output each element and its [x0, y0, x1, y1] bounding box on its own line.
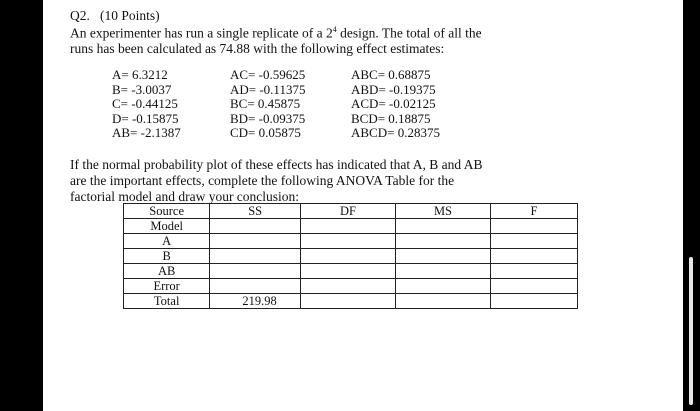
instruction-line: factorial model and draw your conclusion:	[70, 189, 300, 204]
ms-cell	[395, 279, 490, 294]
question-intro-line1	[70, 25, 482, 42]
effect-estimate: CD= 0.05875	[230, 125, 301, 141]
ss-cell	[210, 234, 301, 249]
f-cell	[490, 234, 577, 249]
source-cell: Total	[124, 294, 210, 309]
df-cell	[301, 294, 396, 309]
effects-column-1	[112, 68, 181, 141]
intro-text-part2: design. The total of all the	[336, 25, 482, 41]
table-row	[124, 264, 578, 279]
effect-estimate: ABCD= 0.28375	[351, 125, 440, 141]
ms-cell	[395, 234, 490, 249]
df-cell	[301, 234, 396, 249]
f-cell	[490, 294, 577, 309]
header-source: Source	[124, 204, 210, 219]
source-cell: Model	[124, 219, 210, 234]
intro-superscript: 4	[332, 25, 337, 34]
ms-cell	[395, 294, 490, 309]
effect-estimate: ACD= -0.02125	[351, 96, 436, 112]
header-ms: MS	[395, 204, 490, 219]
effect-estimate: BD= -0.09375	[230, 110, 306, 126]
effect-estimate: BC= 0.45875	[230, 96, 301, 112]
source-cell: B	[124, 249, 210, 264]
ss-cell	[210, 264, 301, 279]
anova-header-row	[124, 204, 578, 219]
effect-estimate: AB= -2.1387	[112, 125, 181, 141]
effect-estimate: A= 6.3212	[112, 67, 168, 82]
f-cell	[490, 264, 577, 279]
effect-estimate: ABC= 0.68875	[351, 67, 431, 82]
source-cell: Error	[124, 279, 210, 294]
scrollbar[interactable]	[689, 257, 693, 405]
question-header	[70, 8, 160, 24]
anova-table	[123, 203, 578, 309]
intro-text-part1: An experimenter has run a single replicate of a 2	[70, 25, 333, 41]
effect-estimate: C= -0.44125	[112, 96, 178, 112]
ms-cell	[395, 249, 490, 264]
df-cell	[301, 249, 396, 264]
source-cell: AB	[124, 264, 210, 279]
effect-estimate: B= -3.0037	[112, 81, 172, 97]
table-row	[124, 234, 578, 249]
instruction-line: are the important effects, complete the following ANOVA Table for the	[70, 173, 455, 188]
effect-estimate: BCD= 0.18875	[351, 110, 431, 126]
ss-cell	[210, 249, 301, 264]
table-row	[124, 219, 578, 234]
ss-cell: 219.98	[210, 294, 301, 309]
question-number: Q2.	[70, 8, 90, 23]
effect-estimate: AC= -0.59625	[230, 67, 306, 82]
table-row	[124, 249, 578, 264]
ms-cell	[395, 264, 490, 279]
header-ss: SS	[210, 204, 301, 219]
df-cell	[301, 279, 396, 294]
instruction-line: If the normal probability plot of these effects has indicated that A, B and AB	[70, 157, 483, 172]
ss-cell	[210, 219, 301, 234]
f-cell	[490, 249, 577, 264]
ss-cell	[210, 279, 301, 294]
question-intro-line2: runs has been calculated as 74.88 with the following effect estimates:	[70, 41, 445, 56]
effect-estimate: D= -0.15875	[112, 110, 179, 126]
source-cell: A	[124, 234, 210, 249]
header-df: DF	[301, 204, 396, 219]
f-cell	[490, 279, 577, 294]
effect-estimate: AD= -0.11375	[230, 81, 306, 97]
df-cell	[301, 219, 396, 234]
effects-column-3	[351, 68, 440, 141]
header-f: F	[490, 204, 577, 219]
table-row	[124, 294, 578, 309]
df-cell	[301, 264, 396, 279]
effect-estimate: ABD= -0.19375	[351, 81, 436, 97]
table-row	[124, 279, 578, 294]
question-points: (10 Points)	[100, 8, 160, 23]
ms-cell	[395, 219, 490, 234]
f-cell	[490, 219, 577, 234]
effects-column-2	[230, 68, 305, 141]
